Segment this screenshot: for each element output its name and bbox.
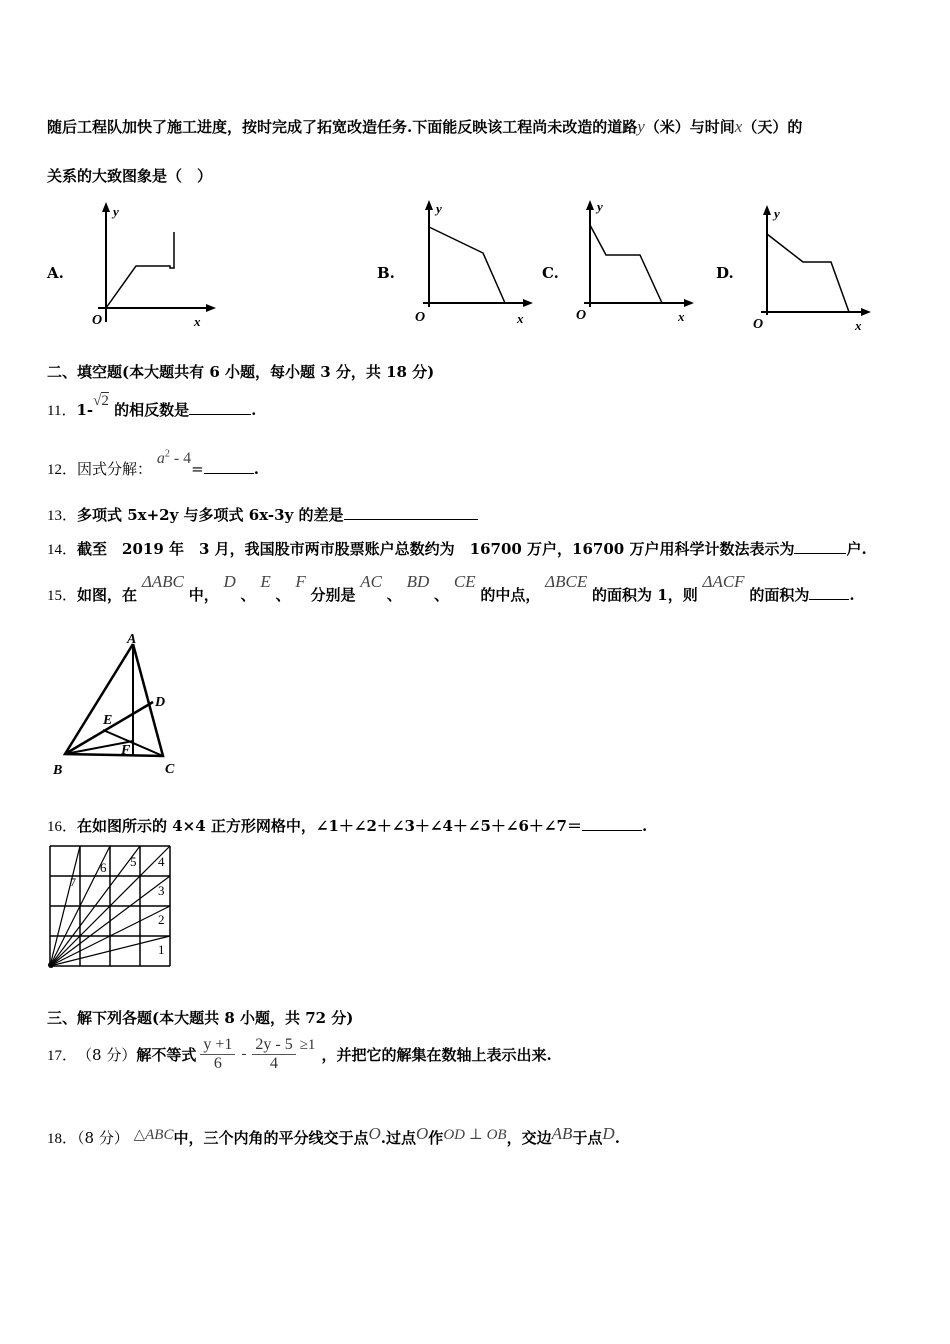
q12-text: 因式分解： — [77, 460, 153, 478]
question-14 — [47, 538, 867, 559]
q17-score: （8 分） — [77, 1045, 137, 1064]
option-c-label: C. — [542, 264, 559, 282]
q15-text-1: 如图，在 — [77, 586, 138, 604]
var-x: x — [734, 117, 743, 136]
q15-label-f: F — [121, 743, 131, 758]
q16-grid-figure — [48, 844, 174, 970]
q17-text: 解不等式 — [136, 1045, 197, 1064]
q17-frac2-denominator: 4 — [270, 1054, 279, 1072]
section-2-title: 二、填空题(本大题共有 6 小题，每小题 3 分，共 18 分) — [47, 363, 435, 381]
option-d-graph — [745, 200, 880, 335]
intro-text-a: 随后工程队加快了施工进度，按时完成了拓宽改造任务.下面能反映该工程尚未改造的道路 — [47, 118, 638, 136]
intro-line-1 — [47, 116, 802, 137]
option-a-x: x — [194, 314, 201, 329]
option-b-origin: O — [415, 310, 426, 325]
q15-text-5: 的面积为 1，则 — [592, 586, 698, 604]
q12-base: a — [156, 450, 165, 467]
question-16 — [47, 815, 647, 836]
q15-text-3: 分别是 — [310, 586, 356, 604]
option-b-y: y — [436, 201, 442, 216]
q15-triangle-figure — [45, 630, 195, 780]
q15-text-4: 的中点， — [480, 586, 541, 604]
q18-text-4: ，交边 — [506, 1129, 552, 1147]
q15-label-a: A — [127, 632, 137, 647]
q15-text-2: 中， — [188, 586, 219, 604]
q16-answer-blank[interactable] — [582, 816, 642, 831]
q18-math-od-perp-ob: OD ⊥ OB — [443, 1127, 507, 1143]
q15-text-6: 的面积为 — [749, 586, 810, 604]
q12-number: 12． — [47, 462, 78, 478]
q14-end: . — [861, 540, 867, 558]
q15-math-acf: ΔACF — [702, 572, 745, 591]
q15-sep-1: 、 — [240, 586, 256, 604]
question-18 — [47, 1124, 620, 1148]
q12-exp: 2 — [164, 448, 170, 460]
q18-text-1: 中，三个内角的平分线交于点 — [173, 1129, 369, 1147]
q15-math-abc: ΔABC — [141, 572, 184, 591]
q15-math-ac: AC — [360, 572, 383, 591]
option-a-label: A. — [47, 264, 64, 282]
q18-math-ab: AB — [551, 1124, 573, 1143]
option-d-origin: O — [753, 317, 764, 332]
q16-angle-label-7: 7 — [70, 875, 76, 889]
option-d-x: x — [855, 318, 862, 333]
q15-math-e: E — [260, 572, 271, 591]
question-17 — [47, 1032, 552, 1076]
option-b-label: B. — [377, 264, 395, 282]
q16-angle-label-1: 1 — [158, 942, 165, 957]
q16-angle-label-2: 2 — [158, 912, 165, 927]
q18-math-o1: O — [368, 1124, 381, 1143]
option-d-y: y — [774, 206, 780, 221]
q18-end: . — [614, 1129, 620, 1147]
option-c-y: y — [597, 199, 603, 214]
q17-frac1-numerator: y +1 — [200, 1036, 235, 1055]
question-12 — [47, 448, 259, 479]
q11-pre: 1- — [76, 401, 94, 419]
option-a-origin: O — [92, 313, 103, 328]
q14-number: 14． — [47, 542, 78, 558]
question-13 — [47, 504, 478, 525]
option-d-label: D. — [716, 264, 734, 282]
q15-math-bd: BD — [406, 572, 430, 591]
var-y: y — [637, 117, 645, 136]
q11-number: 11． — [47, 403, 77, 419]
q16-angle-label-5: 5 — [130, 854, 137, 869]
intro-line-2: 关系的大致图象是（ ） — [47, 167, 213, 185]
q16-angle-label-3: 3 — [158, 883, 165, 898]
q16-text: 在如图所示的 4×4 正方形网格中，∠1＋∠2＋∠3＋∠4＋∠5＋∠6＋∠7＝ — [77, 817, 582, 835]
q18-math-o2: O — [416, 1124, 429, 1143]
q11-end: . — [251, 401, 257, 419]
q15-label-c: C — [165, 762, 175, 777]
q17-minus: - — [241, 1045, 247, 1062]
intro-text-c: （天）的 — [742, 118, 803, 136]
q18-math-abc: △ABC — [133, 1127, 174, 1143]
q15-sep-4: 、 — [434, 586, 450, 604]
q11-post: 的相反数是 — [114, 401, 190, 419]
intro-text-b: （米）与时间 — [644, 118, 735, 136]
q18-text-5: 于点 — [572, 1129, 603, 1147]
q14-text: 截至 2019 年 3 月，我国股市两市股票账户总数约为 16700 万户，16700 万户用科学计数法表示为 — [77, 540, 795, 558]
q14-unit: 户 — [846, 540, 862, 558]
q15-number: 15． — [47, 588, 78, 604]
q18-score: （8 分） — [77, 1129, 129, 1147]
option-c-origin: O — [576, 308, 587, 323]
q16-angle-label-6: 6 — [100, 860, 107, 875]
option-c-graph — [570, 195, 700, 330]
option-c-x: x — [678, 309, 685, 324]
q17-fraction-1 — [200, 1036, 235, 1073]
q17-frac1-denominator: 6 — [213, 1054, 222, 1072]
q18-text-2: .过点 — [380, 1129, 417, 1147]
q15-math-ce: CE — [453, 572, 476, 591]
q17-frac2-numerator: 2y - 5 — [252, 1036, 295, 1055]
q15-end: . — [849, 586, 855, 604]
option-b-graph — [405, 195, 535, 330]
q15-label-d: D — [155, 695, 166, 710]
q16-number: 16． — [47, 819, 78, 835]
q11-answer-blank[interactable] — [189, 400, 251, 415]
q17-ge: ≥1 — [299, 1036, 316, 1053]
q11-sqrt — [93, 393, 109, 409]
q15-label-b: B — [53, 763, 63, 778]
option-b-x: x — [517, 311, 524, 326]
section-3-title: 三、解下列各题(本大题共 8 小题，共 72 分) — [47, 1009, 354, 1027]
q17-fraction-2 — [252, 1036, 295, 1073]
q18-text-3: 作 — [428, 1129, 444, 1147]
option-a-y: y — [113, 204, 119, 219]
q12-equals: = — [191, 460, 204, 478]
radical-icon: √ — [93, 393, 102, 409]
q12-rest: - 4 — [169, 450, 192, 467]
q11-radicand: 2 — [101, 393, 109, 409]
q15-sep-2: 、 — [275, 586, 291, 604]
q16-end: . — [641, 817, 648, 835]
question-11 — [47, 393, 257, 420]
option-a-graph — [70, 200, 220, 330]
q15-sep-3: 、 — [386, 586, 402, 604]
q15-math-bce: ΔBCE — [545, 572, 588, 591]
q17-number: 17． — [47, 1047, 78, 1064]
q13-answer-blank[interactable] — [344, 505, 478, 520]
q15-answer-blank[interactable] — [809, 585, 849, 600]
q12-expression — [157, 450, 191, 467]
q15-math-f: F — [295, 572, 306, 591]
q13-text: 多项式 5x+2y 与多项式 6x-3y 的差是 — [77, 506, 344, 524]
question-15 — [47, 572, 855, 605]
q12-end: . — [253, 460, 259, 478]
q16-angle-label-4: 4 — [158, 854, 165, 869]
q17-rest: ，并把它的解集在数轴上表示出来. — [321, 1045, 552, 1064]
q14-answer-blank[interactable] — [794, 539, 846, 554]
q15-label-e: E — [103, 713, 113, 728]
q18-number: 18． — [47, 1131, 78, 1147]
q12-answer-blank[interactable] — [204, 459, 254, 474]
q13-number: 13． — [47, 508, 78, 524]
q15-math-d: D — [223, 572, 236, 591]
q18-math-d: D — [602, 1124, 615, 1143]
